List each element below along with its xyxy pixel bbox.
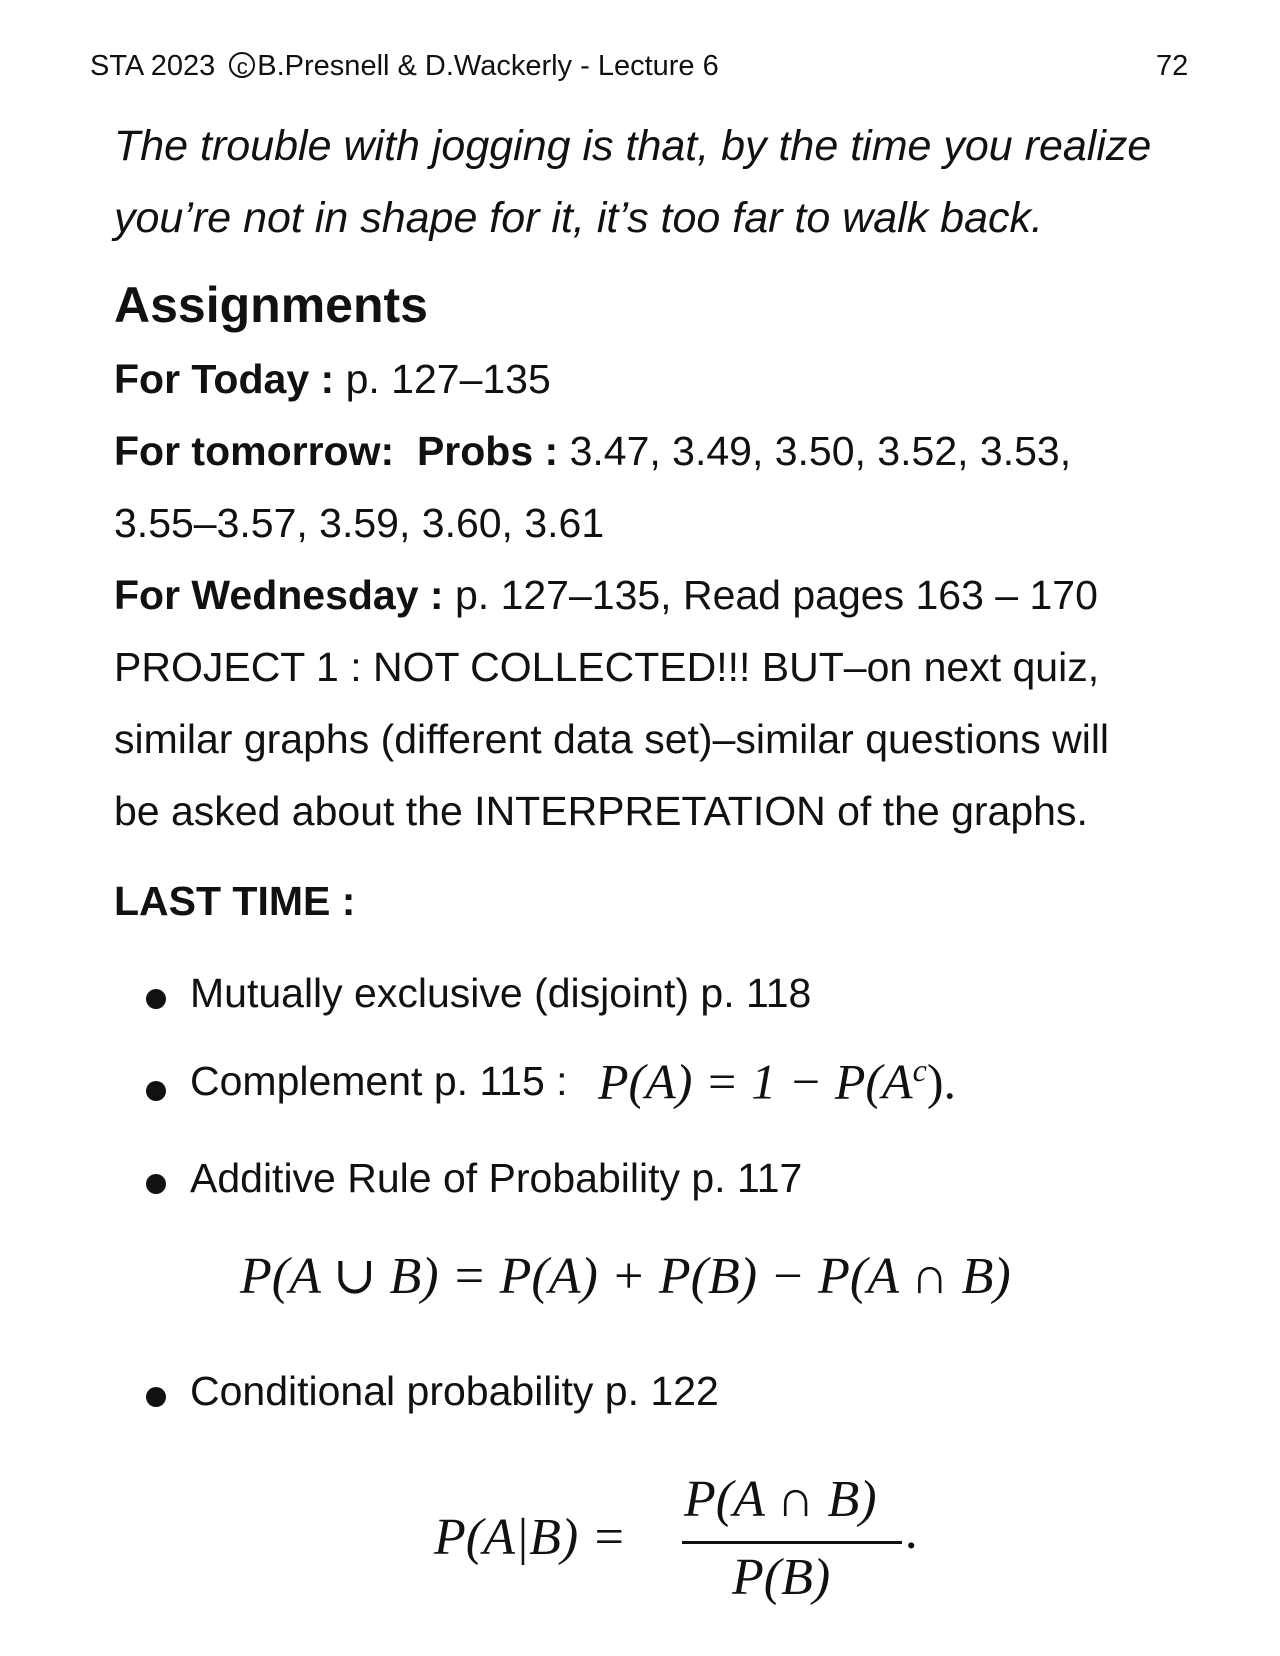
for-wednesday-line <box>114 572 1098 619</box>
copyright-icon: c <box>229 52 255 78</box>
bullet-additive-rule: Additive Rule of Probability p. 117 <box>190 1155 803 1201</box>
for-tomorrow-line <box>114 428 1071 475</box>
complement-superscript: c <box>912 1052 927 1088</box>
complement-formula-end: ). <box>926 1053 956 1110</box>
conditional-formula-denominator: P(B) <box>732 1549 831 1606</box>
additive-rule-formula: P(A ∪ B) = P(A) + P(B) − P(A ∩ B) <box>240 1248 1011 1305</box>
project-line-3: be asked about the INTERPRETATION of the graphs. <box>114 788 1088 834</box>
assignments-heading: Assignments <box>114 277 428 333</box>
bullet-complement: Complement p. 115 : <box>190 1058 568 1104</box>
conditional-formula-lhs: P(A|B) = <box>434 1509 627 1566</box>
bullet-conditional-probability: Conditional probability p. 122 <box>190 1368 719 1414</box>
bullet-mutually-exclusive: Mutually exclusive (disjoint) p. 118 <box>190 970 812 1016</box>
for-today-text: p. 127–135 <box>334 356 551 402</box>
for-tomorrow-text: 3.47, 3.49, 3.50, 3.52, 3.53, <box>558 428 1072 474</box>
running-header <box>90 50 719 83</box>
course-code: STA 2023 <box>90 50 216 82</box>
page-number: 72 <box>1156 50 1189 82</box>
bullet-icon <box>146 1174 166 1194</box>
authors-lecture: B.Presnell & D.Wackerly - Lecture 6 <box>257 50 719 82</box>
for-wednesday-text: p. 127–135, Read pages 163 – 170 <box>443 572 1098 618</box>
conditional-formula-period: . <box>906 1503 919 1560</box>
fraction-bar <box>682 1541 902 1544</box>
last-time-heading: LAST TIME : <box>114 878 356 924</box>
bullet-icon <box>146 989 166 1009</box>
complement-formula <box>598 1052 956 1111</box>
quote-line-1: The trouble with jogging is that, by the time you realize <box>114 122 1152 170</box>
probs-label: Probs : <box>416 428 559 474</box>
conditional-formula-numerator: P(A ∩ B) <box>684 1471 877 1528</box>
project-line-2: similar graphs (different data set)–similar questions will <box>114 716 1110 762</box>
for-today-line <box>114 356 551 403</box>
for-tomorrow-label: For tomorrow: <box>114 428 395 474</box>
bullet-icon <box>146 1387 166 1407</box>
project-line-1: PROJECT 1 : NOT COLLECTED!!! BUT–on next quiz, <box>114 644 1100 690</box>
bullet-icon <box>146 1081 166 1101</box>
quote-line-2: you’re not in shape for it, it’s too far to walk back. <box>114 194 1043 242</box>
for-today-label: For Today : <box>114 356 335 402</box>
complement-formula-main: P(A) = 1 − P(A <box>598 1053 913 1110</box>
for-tomorrow-continuation: 3.55–3.57, 3.59, 3.60, 3.61 <box>114 500 605 546</box>
for-wednesday-label: For Wednesday : <box>114 572 444 618</box>
